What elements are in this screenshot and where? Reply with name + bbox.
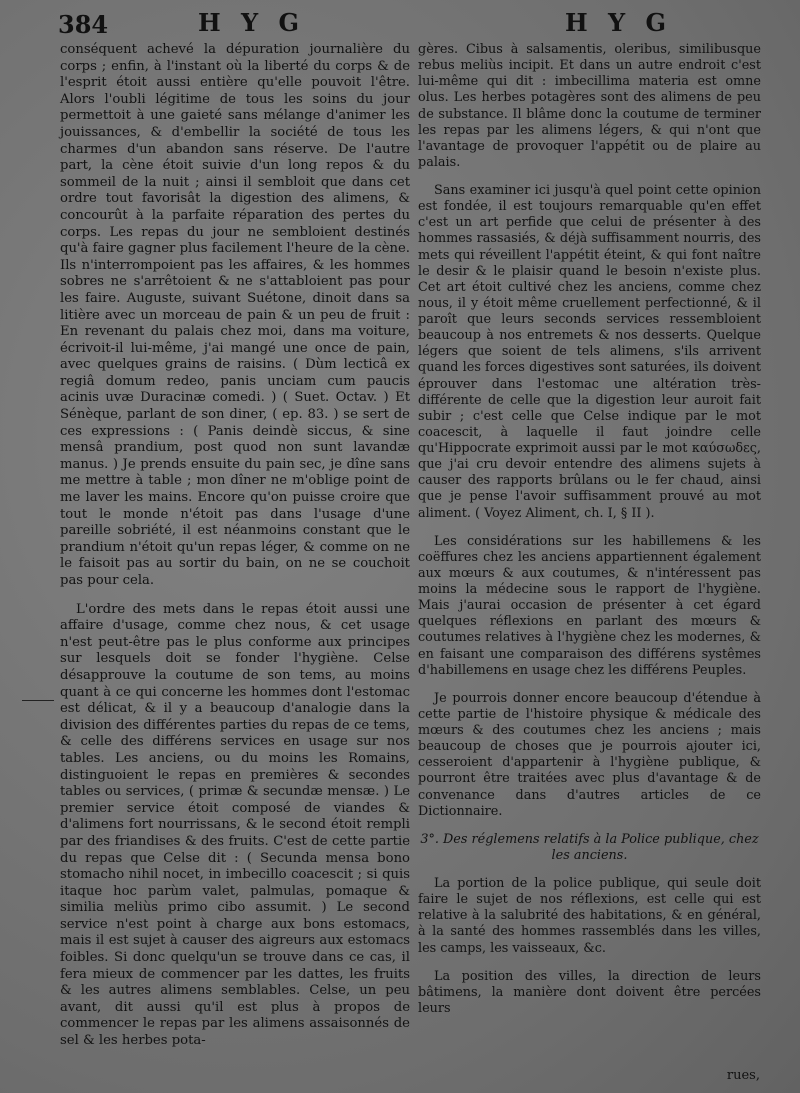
section-heading: 3°. Des réglemens relatifs à la Police publique, chez les anciens. bbox=[420, 831, 759, 863]
right-column bbox=[418, 42, 761, 1029]
paragraph: gères. Cibus à salsamentis, oleribus, similibusque rebus meliùs incipit. Et dans un autre endroit c'est lui-même qui dit : imbecillima materia est omne olus. Les herbes potagères sont des alimens de peu de substance. Il blâme donc la coutume de terminer les repas par les alimens légers, & qui n'ont que l'avantage de provoquer l'appétit ou de plaire au palais. bbox=[418, 42, 761, 170]
paragraph: Je pourrois donner encore beaucoup d'étendue à cette partie de l'histoire physique & médicale des mœurs & des coutumes chez les anciens ; mais beaucoup de choses que je pourrois ajouter ici, cesseroient d'appartenir à l'hygiène publique, & pourront être traitées avec plus d'avantage & de convenance dans d'autres articles de ce Dictionnaire. bbox=[418, 690, 761, 819]
paragraph: L'ordre des mets dans le repas étoit aussi une affaire d'usage, comme chez nous, & cet usage n'est peut-être pas le plus conforme aux principes sur lesquels doit se fonder l'hygiène. Celse désapprouve la coutume de son tems, au moins quant à ce qui concerne les hommes dont l'estomac est délicat, & il y a beaucoup d'analogie dans la division des différentes parties du repas de ce tems, & celle des différens services en usage sur nos tables. Les anciens, ou du moins les Romains, distinguoient le repas en premières & secondes tables ou services, ( primæ & secundæ mensæ. ) Le premier service étoit composé de viandes & d'alimens fort nourrissans, & le second étoit rempli par des friandises & des fruits. C'est de cette partie du repas que Celse dit : ( Secunda mensa bono stomacho nihil nocet, in imbecillo coacescit ; si quis itaque hoc parùm valet, palmulas, pomaque & similia meliùs primo cibo assumit. ) Le second service n'est point à charge aux bons estomacs, mais il est sujet à causer des aigreurs aux estomacs foibles. Si donc quelqu'un se trouve dans ce cas, il fera mieux de commencer par les dattes, les fruits & les autres alimens semblables. Celse, un peu avant, dit aussi qu'il est plus à propos de commencer le repas par les alimens assaisonnés de sel & les herbes pota- bbox=[60, 601, 410, 1049]
paragraph: conséquent achevé la dépuration journalière du corps ; enfin, à l'instant où la liberté du corps & de l'esprit étoit aussi entière qu'elle pouvoit l'être. Alors l'oubli légitime de tous les soins du jour permettoit à une gaieté sans mélange d'animer les jouissances, & d'embellir la société de tous les charmes d'un abandon sans réserve. De l'autre part, la cène étoit suivie d'un long repos & du sommeil de la nuit ; ainsi il sembloit que dans cet ordre tout favorisât la digestion des alimens, & concourût à la parfaite réparation des pertes du corps. Les repas du jour ne sembloient destinés qu'à faire gagner plus facilement l'heure de la cène. Ils n'interrompoient pas les affaires, & les hommes sobres ne s'arrêtoient & ne s'attabloient pas pour les faire. Auguste, suivant Suétone, dinoit dans sa litière avec un morceau de pain & un peu de fruit : En revenant du palais chez moi, dans ma voiture, écrivoit-il lui-même, j'ai mangé une once de pain, avec quelques grains de raisins. ( Dùm lecticâ ex regiâ domum redeo, panis unciam cum paucis acinis uvæ Duracinæ comedi. ) ( Suet. Octav. ) Et Sénèque, parlant de son diner, ( ep. 83. ) se sert de ces expressions : ( Panis deindè siccus, & sine mensâ prandium, post quod non sunt lavandæ manus. ) Je prends ensuite du pain sec, je dîne sans me mettre à table ; mon dîner ne m'oblige point de me laver les mains. Encore qu'on puisse croire que tout le monde n'étoit pas dans l'usage d'une pareille sobriété, il est néanmoins constant que le prandium n'étoit qu'un repas léger, & comme on ne le faisoit pas au sortir du bain, on ne se couchoit pas pour cela. bbox=[60, 42, 410, 588]
margin-mark bbox=[22, 700, 54, 701]
paragraph: La position des villes, la direction de leurs bâtimens, la manière dont doivent être percées leurs bbox=[418, 968, 761, 1016]
paragraph: Sans examiner ici jusqu'à quel point cette opinion est fondée, il est toujours remarquable qu'en effet c'est un art perfide que celui de présenter à des hommes rassasiés, & déjà suffisamment nourris, des mets qui réveillent l'appétit éteint, & qui font naître le desir & le plaisir quand le besoin n'existe plus. Cet art étoit cultivé chez les anciens, comme chez nous, il y étoit même cruellement perfectionné, & il paroît que leurs seconds services ressembloient beaucoup à nos entremets & nos desserts. Quelque légers que soient de tels alimens, s'ils arrivent quand les forces digestives sont saturées, ils doivent éprouver dans l'estomac une altération très-différente de celle que la digestion leur auroit fait subir ; c'est celle que Celse indique par le mot coacescit, à laquelle il faut joindre celle qu'Hippocrate exprimoit aussi par le mot καύσωδες, que j'ai cru devoir entendre des alimens sujets à causer des rapports brûlans ou le fer chaud, ainsi que je pense l'avoir suffisamment prouvé au mot aliment. ( Voyez Aliment, ch. I, § II ). bbox=[418, 183, 761, 521]
paragraph: La portion de la police publique, qui seule doit faire le sujet de nos réflexions, est celle qui est relative à la salubrité des habitations, & en général, à la santé des hommes rassemblés dans les villes, les camps, les vaisseaux, &c. bbox=[418, 876, 761, 956]
left-column bbox=[60, 42, 410, 1062]
page-number: 384 bbox=[58, 10, 109, 39]
catchword: rues, bbox=[726, 1068, 760, 1083]
running-head-left: H Y G bbox=[198, 8, 306, 37]
page-header bbox=[0, 6, 800, 40]
running-head-right: H Y G bbox=[565, 8, 673, 37]
paragraph: Les considérations sur les habillemens & les coëffures chez les anciens appartiennent également aux mœurs & aux coutumes, & n'intéressent pas moins la médecine sous le rapport de l'hygiène. Mais j'aurai occasion de présenter à cet égard quelques réflexions en parlant des mœurs & coutumes relatives à l'hygiène chez les modernes, & en faisant une comparaison des différens systêmes d'habillemens en usage chez les différens Peuples. bbox=[418, 533, 761, 678]
